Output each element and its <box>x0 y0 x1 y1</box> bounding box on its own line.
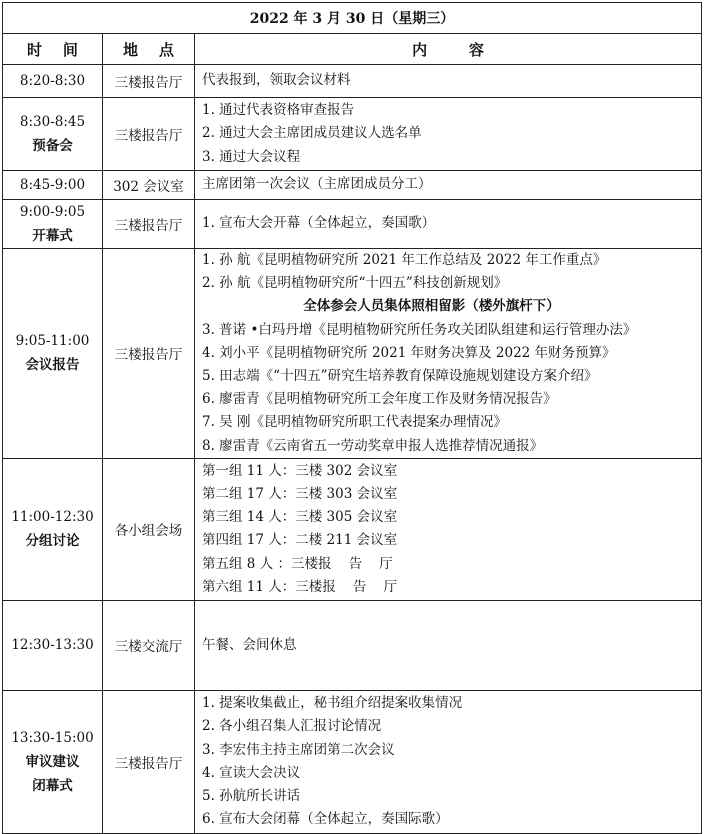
agenda-item: 1. 提案收集截止，秘书组介绍提案收集情况 <box>202 695 463 712</box>
content-cell <box>195 98 702 171</box>
time-range: 13:30-15:00 <box>11 729 94 746</box>
place-cell: 三楼报告厅 <box>103 249 195 459</box>
group-item: 第二组 17 人：三楼 303 会议室 <box>202 485 398 502</box>
agenda-item: 1. 宣布大会开幕（全体起立，奏国歌） <box>202 215 436 232</box>
session-label: 开幕式 <box>32 228 73 244</box>
agenda-item: 3. 李宏伟主持主席团第二次会议 <box>202 741 395 758</box>
time-cell <box>3 65 103 98</box>
group-item: 第三组 14 人：三楼 305 会议室 <box>202 509 398 526</box>
place-cell: 三楼报告厅 <box>103 98 195 171</box>
table-row <box>3 600 702 690</box>
agenda-item: 1. 通过代表资格审查报告 <box>202 102 355 119</box>
schedule-head <box>3 3 702 65</box>
content-cell <box>195 200 702 249</box>
time-cell <box>3 171 103 200</box>
agenda-item: 代表报到，领取会议材料 <box>202 72 351 89</box>
agenda-item: 8. 廖雷青《云南省五一劳动奖章申报人选推荐情况通报》 <box>202 437 544 454</box>
column-header-row <box>3 34 702 65</box>
place-cell: 三楼报告厅 <box>103 65 195 98</box>
time-cell <box>3 458 103 600</box>
table-row <box>3 98 702 171</box>
time-range: 12:30-13:30 <box>11 637 94 654</box>
photo-session-note: 全体参会人员集体照相留影（楼外旗杆下） <box>303 298 560 315</box>
agenda-item: 2. 通过大会主席团成员建议人选名单 <box>202 125 422 142</box>
content-cell <box>195 690 702 833</box>
header-place: 地 点 <box>103 34 195 65</box>
place-cell: 302 会议室 <box>103 171 195 200</box>
schedule-table <box>2 2 702 834</box>
date-header: 2022 年 3 月 30 日（星期三） <box>3 3 702 34</box>
agenda-item: 2. 孙 航《昆明植物研究所“十四五”科技创新规划》 <box>202 275 508 292</box>
agenda-item: 3. 普诺 •白玛丹增《昆明植物研究所任务攻关团队组建和运行管理办法》 <box>202 321 637 338</box>
agenda-item: 1. 孙 航《昆明植物研究所 2021 年工作总结及 2022 年工作重点》 <box>202 252 607 268</box>
session-label: 分组讨论 <box>25 533 80 550</box>
agenda-item: 3. 通过大会议程 <box>202 148 301 165</box>
content-cell <box>195 249 702 459</box>
time-range: 9:00-9:05 <box>19 204 86 220</box>
date-row <box>3 3 702 34</box>
content-cell <box>195 600 702 690</box>
table-row <box>3 171 702 200</box>
agenda-item: 5. 田志端《“十四五”研究生培养教育保障设施规划建设方案介绍》 <box>202 368 598 385</box>
place-cell: 三楼交流厅 <box>103 600 195 690</box>
table-row <box>3 690 702 833</box>
time-range: 8:20-8:30 <box>19 73 86 89</box>
time-cell <box>3 200 103 249</box>
place-cell: 三楼报告厅 <box>103 200 195 249</box>
group-item: 第六组 11 人：三楼报 告 厅 <box>202 578 398 595</box>
content-cell <box>195 458 702 600</box>
header-content: 内 容 <box>195 34 702 65</box>
group-item: 第五组 8 人 ：三楼报 告 厅 <box>202 555 393 572</box>
session-label: 会议报告 <box>25 357 80 374</box>
time-cell <box>3 98 103 171</box>
table-row <box>3 458 702 600</box>
group-item: 第四组 17 人：二楼 211 会议室 <box>202 532 398 549</box>
group-item: 第一组 11 人：三楼 302 会议室 <box>202 462 398 479</box>
agenda-item: 5. 孙航所长讲话 <box>202 788 301 805</box>
content-cell <box>195 171 702 200</box>
agenda-item: 7. 吴 刚《昆明植物研究所职工代表提案办理情况》 <box>202 414 507 431</box>
place-cell: 各小组会场 <box>103 458 195 600</box>
agenda-item: 4. 刘小平《昆明植物研究所 2021 年财务决算及 2022 年财务预算》 <box>202 344 616 361</box>
place-cell: 三楼报告厅 <box>103 690 195 833</box>
content-cell <box>195 65 702 98</box>
agenda-item: 主席团第一次会议（主席团成员分工） <box>202 176 432 193</box>
agenda-item: 6. 宣布大会闭幕（全体起立，奏国际歌） <box>202 811 449 828</box>
time-cell <box>3 600 103 690</box>
session-label: 预备会 <box>32 138 73 154</box>
agenda-item: 午餐、会间休息 <box>202 636 297 653</box>
agenda-item: 2. 各小组召集人汇报讨论情况 <box>202 718 382 735</box>
time-range: 11:00-12:30 <box>11 509 94 526</box>
time-cell <box>3 690 103 833</box>
time-range: 9:05-11:00 <box>15 333 90 350</box>
table-row <box>3 249 702 459</box>
table-row <box>3 200 702 249</box>
agenda-item: 4. 宣读大会决议 <box>202 764 301 781</box>
schedule-body <box>3 65 702 834</box>
time-range: 8:30-8:45 <box>19 114 86 130</box>
time-range: 8:45-9:00 <box>19 177 86 193</box>
time-cell <box>3 249 103 459</box>
table-row <box>3 65 702 98</box>
agenda-item: 6. 廖雷青《昆明植物研究所工会年度工作及财务情况报告》 <box>202 391 557 408</box>
session-label: 审议建议 闭幕式 <box>25 753 80 794</box>
header-time: 时 间 <box>3 34 103 65</box>
